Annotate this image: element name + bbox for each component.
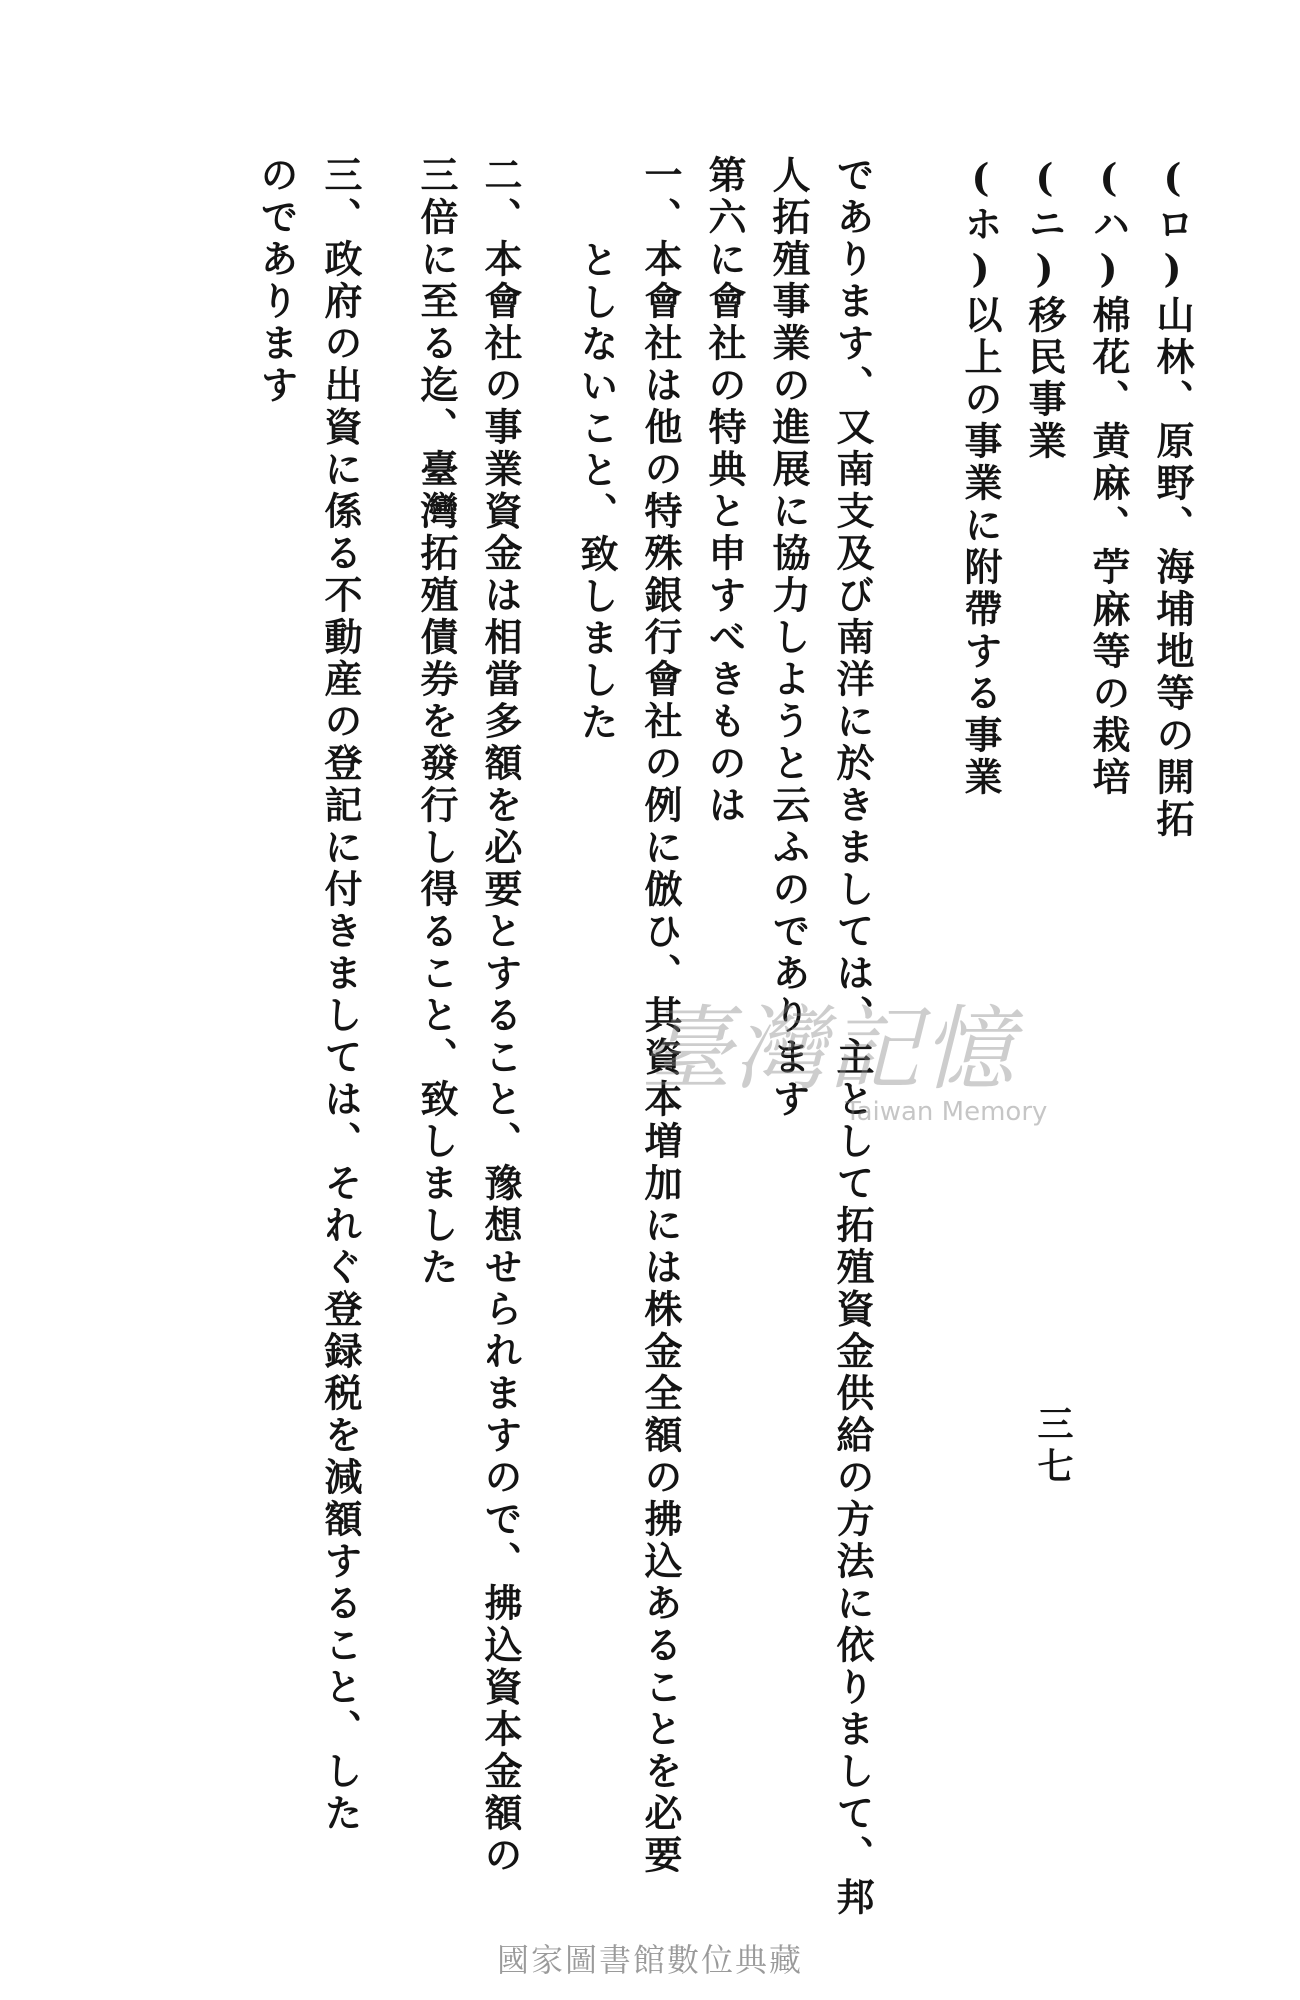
footer-text: 國家圖書館數位典藏 [496, 1941, 803, 1979]
text-line-7: 第六に會社の特典と申すべきものは [702, 155, 747, 827]
text-line-3: (ニ)移民事業 [1022, 155, 1067, 463]
text-line-13: のであります [254, 155, 299, 407]
watermark-subtitle: Taiwan Memory [845, 1097, 1048, 1127]
watermark-title: 臺灣記憶 [640, 996, 1017, 1103]
page-number: 三七 [1032, 1405, 1074, 1489]
text-line-2: (ハ)棉花、黄麻、苧麻等の栽培 [1086, 155, 1131, 799]
text-line-5: であります、又南支及び南洋に於きましては、主として拓殖資金供給の方法に依りまして、邦 [830, 155, 875, 1919]
text-line-12: 三、政府の出資に係る不動産の登記に付きましては、それぐ登録税を減額すること、した [318, 155, 363, 1835]
text-line-8: 一、本會社は他の特殊銀行會社の例に倣ひ、其資本増加には株金全額の拂込あることを必要 [638, 155, 683, 1877]
text-line-4: (ホ)以上の事業に附帶する事業 [958, 155, 1003, 799]
text-line-1: (ロ)山林、原野、海埔地等の開拓 [1150, 155, 1195, 841]
text-line-9: としないこと、致しました [574, 240, 619, 744]
text-line-6: 人拓殖事業の進展に協力しようと云ふのであります [766, 155, 811, 1121]
text-line-10: 二、本會社の事業資金は相當多額を必要とすること、豫想せられますので、拂込資本金額の [478, 155, 523, 1877]
text-line-11: 三倍に至る迄、臺灣拓殖債券を發行し得ること、致しました [414, 155, 459, 1289]
